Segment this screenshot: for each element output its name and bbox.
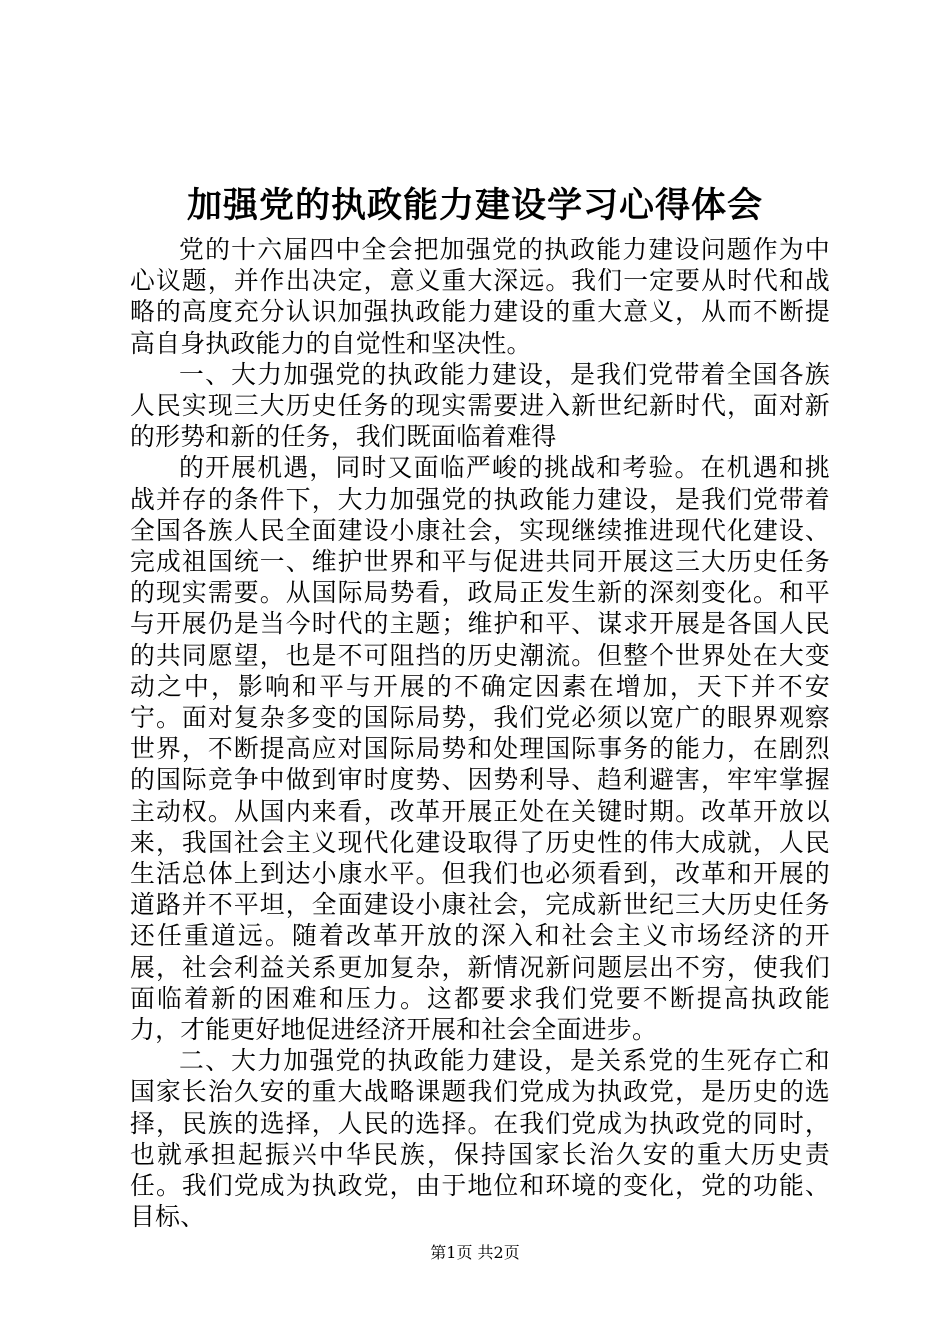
- document-title: 加强党的执政能力建设学习心得体会: [186, 185, 763, 226]
- document-body: [130, 234, 830, 1233]
- paragraph-section-one-continued: 的开展机遇，同时又面临严峻的挑战和考验。在机遇和挑战并存的条件下，大力加强党的执政能力建设，是我们党带着全国各族人民全面建设小康社会，实现继续推进现代化建设、完成祖国统一、维护世界和平与促进共同开展这三大历史任务的现实需要。从国际局势看，政局正发生新的深刻变化。和平与开展仍是当今时代的主题；维护和平、谋求开展是各国人民的共同愿望，也是不可阻挡的历史潮流。但整个世界处在大变动之中，影响和平与开展的不确定因素在增加，天下并不安宁。面对复杂多变的国际局势，我们党必须以宽广的眼界观察世界，不断提高应对国际局势和处理国际事务的能力，在剧烈的国际竞争中做到审时度势、因势利导、趋利避害，牢牢掌握主动权。从国内来看，改革开展正处在关键时期。改革开放以来，我国社会主义现代化建设取得了历史性的伟大成就，人民生活总体上到达小康水平。但我们也必须看到，改革和开展的道路并不平坦，全面建设小康社会，完成新世纪三大历史任务还任重道远。随着改革开放的深入和社会主义市场经济的开展，社会利益关系更加复杂，新情况新问题层出不穷，使我们面临着新的困难和压力。这都要求我们党要不断提高执政能力，才能更好地促进经济开展和社会全面进步。: [130, 453, 830, 1045]
- paragraph-section-one: 一、大力加强党的执政能力建设，是我们党带着全国各族人民实现三大历史任务的现实需要进入新世纪新时代，面对新的形势和新的任务，我们既面临着难得: [130, 359, 830, 452]
- paragraph-intro: 党的十六届四中全会把加强党的执政能力建设问题作为中心议题，并作出决定，意义重大深远。我们一定要从时代和战略的高度充分认识加强执政能力建设的重大意义，从而不断提高自身执政能力的自觉性和坚决性。: [130, 235, 830, 358]
- paragraph-section-two: 二、大力加强党的执政能力建设，是关系党的生死存亡和国家长治久安的重大战略课题我们党成为执政党，是历史的选择，民族的选择，人民的选择。在我们党成为执政党的同时，也就承担起振兴中华民族，保持国家长治久安的重大历史责任。我们党成为执政党，由于地位和环境的变化，党的功能、目标、: [130, 1046, 830, 1232]
- page-number-footer: 第1页 共2页: [430, 1243, 520, 1262]
